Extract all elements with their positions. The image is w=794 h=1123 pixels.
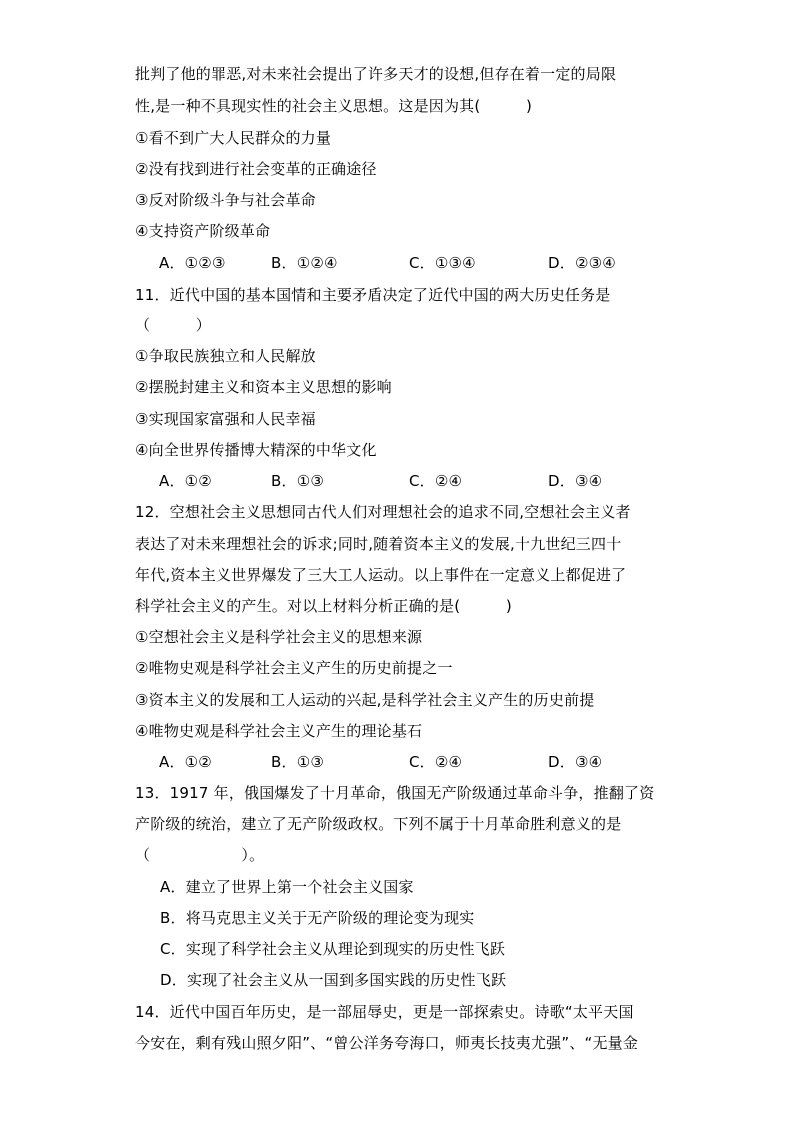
q12-item-2: ②唯物史观是科学社会主义产生的历史前提之一 xyxy=(135,659,453,677)
q11-option-c[interactable]: C．②④ xyxy=(409,472,463,490)
q10-stem-line-1: 批判了他的罪恶,对未来社会提出了许多天才的设想,但存在着一定的局限 xyxy=(135,65,617,83)
q10-option-b[interactable]: B．①②④ xyxy=(271,254,338,272)
q10-item-1: ①看不到广大人民群众的力量 xyxy=(135,129,332,147)
q14-stem-line-2: 今安在，剩有残山照夕阳”、“曾公洋务夸海口，师夷长技夷尤强”、“无量金 xyxy=(135,1034,639,1052)
q13-choice-b[interactable]: B．将马克思主义关于无产阶级的理论变为现实 xyxy=(160,909,475,927)
q12-stem-line-2: 表达了对未来理想社会的诉求;同时,随着资本主义的发展,十九世纪三四十 xyxy=(135,535,622,553)
q11-item-1: ①争取民族独立和人民解放 xyxy=(135,347,316,365)
q11-option-b[interactable]: B．①③ xyxy=(271,472,324,490)
q12-option-a[interactable]: A．①② xyxy=(159,753,212,771)
q13-stem-line-1: 13．1917 年，俄国爆发了十月革命，俄国无产阶级通过革命斗争，推翻了资 xyxy=(135,784,655,802)
q11-item-4: ④向全世界传播博大精深的中华文化 xyxy=(135,441,377,459)
q11-item-3: ③实现国家富强和人民幸福 xyxy=(135,410,316,428)
q12-item-4: ④唯物史观是科学社会主义产生的理论基石 xyxy=(135,722,423,740)
q13-choice-c[interactable]: C．实现了科学社会主义从理论到现实的历史性飞跃 xyxy=(160,940,506,958)
q12-option-d[interactable]: D．③④ xyxy=(548,753,603,771)
q11-option-d[interactable]: D．③④ xyxy=(548,472,603,490)
q12-stem-line-3: 年代,资本主义世界爆发了三大工人运动。以上事件在一定意义上都促进了 xyxy=(135,566,627,584)
q13-stem-line-3: （ ）。 xyxy=(135,846,265,864)
q12-stem-line-4: 科学社会主义的产生。对以上材料分析正确的是( ) xyxy=(135,597,512,615)
q12-option-c[interactable]: C．②④ xyxy=(409,753,463,771)
q13-stem-line-2: 产阶级的统治，建立了无产阶级政权。下列不属于十月革命胜利意义的是 xyxy=(135,815,622,833)
q11-stem-line-1: 11．近代中国的基本国情和主要矛盾决定了近代中国的两大历史任务是 xyxy=(135,286,611,304)
q10-option-c[interactable]: C．①③④ xyxy=(409,254,476,272)
q10-option-d[interactable]: D．②③④ xyxy=(548,254,616,272)
q10-item-2: ②没有找到进行社会变革的正确途径 xyxy=(135,160,377,178)
q12-option-b[interactable]: B．①③ xyxy=(271,753,324,771)
q10-stem-line-2: 性,是一种不具现实性的社会主义思想。这是因为其( ) xyxy=(135,97,533,115)
q12-item-3: ③资本主义的发展和工人运动的兴起,是科学社会主义产生的历史前提 xyxy=(135,691,595,709)
q13-choice-d[interactable]: D．实现了社会主义从一国到多国实践的历史性飞跃 xyxy=(160,971,507,989)
q10-item-4: ④支持资产阶级革命 xyxy=(135,222,271,240)
q12-item-1: ①空想社会主义是科学社会主义的思想来源 xyxy=(135,628,423,646)
q13-choice-a[interactable]: A．建立了世界上第一个社会主义国家 xyxy=(160,878,414,896)
q10-option-a[interactable]: A．①②③ xyxy=(159,254,226,272)
q11-item-2: ②摆脱封建主义和资本主义思想的影响 xyxy=(135,378,392,396)
q14-stem-line-1: 14．近代中国百年历史，是一部屈辱史，更是一部探索史。诗歌“太平天国 xyxy=(135,1003,634,1021)
q11-stem-line-2: （ ） xyxy=(135,316,212,334)
q12-stem-line-1: 12．空想社会主义思想同古代人们对理想社会的追求不同,空想社会主义者 xyxy=(135,503,631,521)
q10-item-3: ③反对阶级斗争与社会革命 xyxy=(135,191,316,209)
q11-option-a[interactable]: A．①② xyxy=(159,472,212,490)
